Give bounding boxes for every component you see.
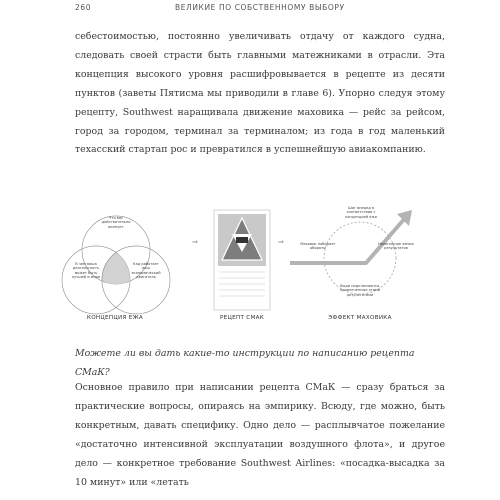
recipe-inner-box — [236, 237, 248, 243]
flywheel-caption: ЭФФЕКТ МАХОВИКА — [328, 315, 392, 321]
figures-row — [0, 200, 500, 330]
page-header — [75, 0, 455, 14]
question-heading: Можете ли вы дать какие-то инструкции по написанию рецепта СМаК? — [75, 348, 415, 378]
arrow-right-icon: ⇒ — [192, 238, 198, 246]
hedgehog-top-label: Что вас действительно волнует — [101, 216, 131, 229]
body-paragraph-2: Основное правило при написании рецепта СМаК — сразу браться за практические вопросы, опираясь на эмпирику. Всюду, где можно, быть конкретным, давать специфику. Одно дело — расплывчатое пожелание «достаточно интенсивной эксплуатации воздушного флота», и другое дело — конкретное требование Southwest Airlines: «посадка-высадка за 10 минут» или «летать — [75, 382, 445, 488]
body-paragraph-1: себестоимостью, постоянно увеличивать отдачу от каждого судна, следовать своей страсти быть главными матежниками в отрасли. Эта концепция высокого уровня расшифровывается в рецепте из десяти пунктов (заветы Пятисма мы приводили в главе 6). Упорно следуя этому рецепту, Southwest наращивала движение маховика — рейс за рейсом, город за городом, терминал за терминалом; из года в год маленький техасский стартап рос и превратился в успешнейшую авиакомпанию. — [75, 31, 445, 156]
recipe-caption: РЕЦЕПТ СМАК — [219, 315, 265, 321]
flywheel-step-3: Люди подключаются, привлеченные этими результатами — [339, 284, 381, 297]
hedgehog-left-label: В чем ваша деятельность может быть лучшей в мире — [71, 262, 101, 279]
hedgehog-caption: КОНЦЕПЦИЯ ЕЖА — [86, 315, 144, 321]
flywheel-step-4: Маховик набирает обороты — [300, 242, 336, 251]
page-number: 260 — [75, 3, 92, 12]
arrow-right-icon: ⇒ — [278, 238, 284, 246]
running-title: ВЕЛИКИЕ ПО СОБСТВЕННОМУ ВЫБОРУ — [175, 3, 345, 12]
flywheel-step-2: Накопление явных результатов — [378, 242, 414, 251]
flywheel-step-1: Шаг вперед в соответствии с концепцией ежа — [345, 206, 377, 219]
hedgehog-right-label: Кад работает ваш экономический двигатель — [131, 262, 161, 279]
